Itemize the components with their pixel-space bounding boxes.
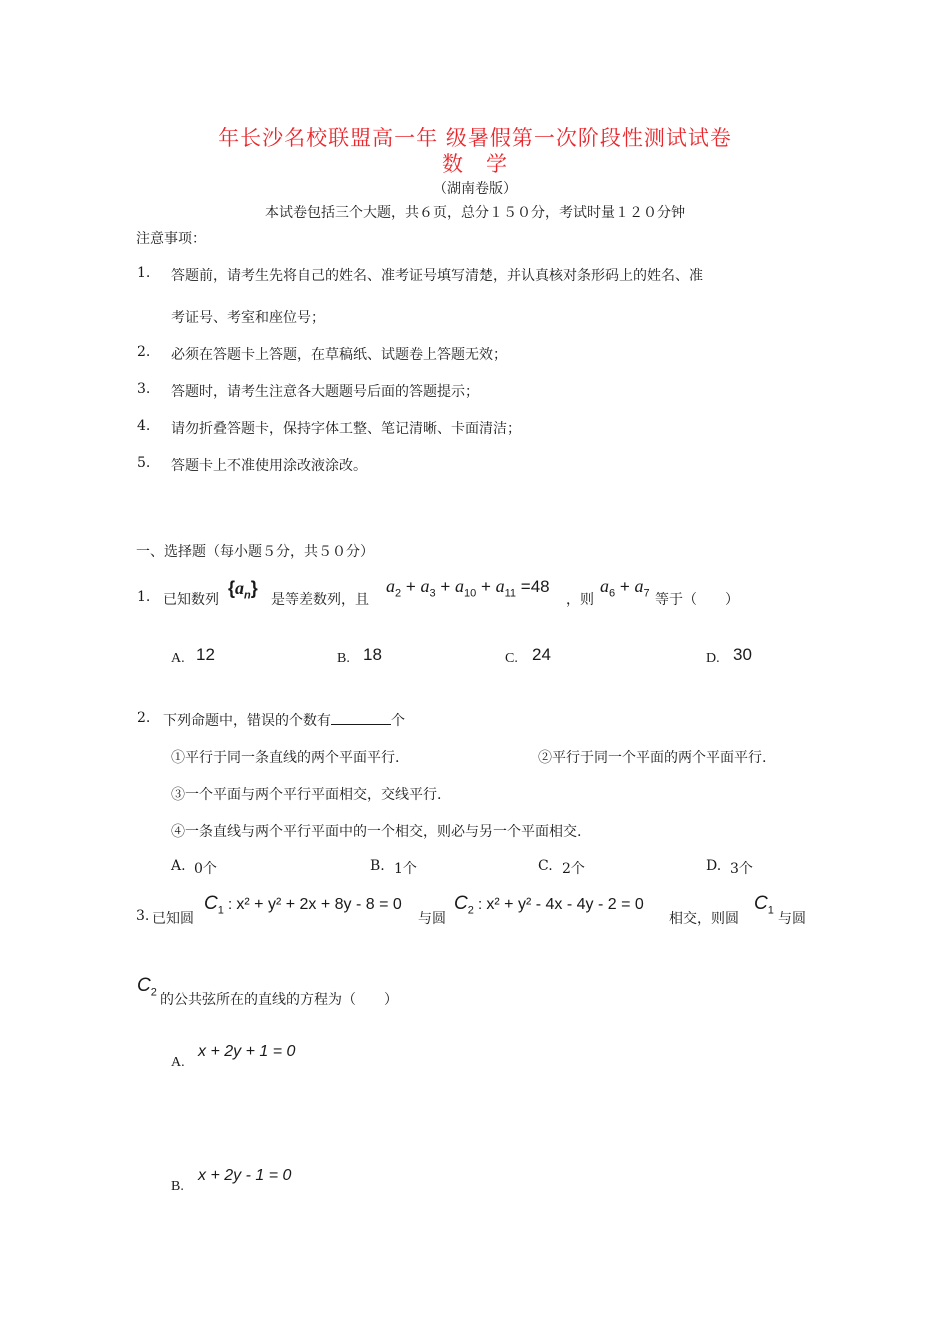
note-number: 3.	[137, 381, 151, 397]
option-letter: A.	[171, 1055, 185, 1070]
note-text-continued: 考证号、考室和座位号；	[171, 310, 325, 326]
option-d-value[interactable]: 3个	[730, 861, 753, 877]
option-a-value[interactable]: 12	[196, 645, 215, 664]
question-stem-text: 个	[391, 713, 405, 729]
answer-blank	[331, 710, 391, 725]
note-number: 1.	[137, 265, 151, 281]
note-number: 5.	[137, 455, 151, 471]
question-stem-text: 下列命题中，错误的个数有	[163, 713, 331, 729]
exam-title: 年长沙名校联盟高一年 级暑假第一次阶段性测试试卷	[218, 126, 732, 150]
c1-equation-text: x² + y² + 2x + 8y - 8 = 0	[236, 896, 402, 913]
sequence-notation: $\{a_n\}$	[228, 578, 258, 602]
option-c-value[interactable]: 2个	[562, 861, 585, 877]
proposition: ③一个平面与两个平行平面相交，交线平行.	[171, 787, 442, 803]
option-letter: D.	[706, 651, 720, 666]
note-number: 4.	[137, 418, 151, 434]
option-a-value[interactable]: 0个	[194, 861, 217, 877]
subject-title: 数 学	[442, 152, 508, 176]
option-b-value[interactable]: 1个	[394, 861, 417, 877]
question-stem-text: 相交，则圆	[669, 911, 739, 927]
c2-equation-text: x² + y² - 4x - 4y - 2 = 0	[486, 896, 644, 913]
option-letter: C.	[538, 858, 553, 874]
note-text: 答题卡上不准使用涂改液涂改。	[171, 458, 367, 474]
note-text: 答题前，请考生先将自己的姓名、准考证号填写清楚，并认真核对条形码上的姓名、准	[171, 268, 703, 284]
question-stem	[163, 710, 405, 730]
circle-c2-equation: $C_2$ : x² + y² - 4x - 4y - 2 = 0	[454, 893, 644, 917]
option-b-value[interactable]: 18	[363, 645, 382, 664]
question-stem-text: ，则	[566, 592, 594, 608]
equation-rhs: =48	[520, 577, 550, 596]
option-letter: A.	[171, 858, 186, 874]
proposition: ④一条直线与两个平行平面中的一个相交，则必与另一个平面相交.	[171, 824, 582, 840]
option-letter: B.	[370, 858, 385, 874]
option-d-value[interactable]: 30	[733, 645, 752, 664]
question-stem-text: 的公共弦所在的直线的方程为（ ）	[160, 992, 398, 1008]
note-text: 答题时，请考生注意各大题题号后面的答题提示；	[171, 384, 479, 400]
option-letter: A.	[171, 651, 185, 666]
target-expression: $a_6 + a_7$	[600, 576, 650, 600]
option-letter: B.	[171, 1179, 184, 1194]
option-letter: D.	[706, 858, 722, 874]
option-a-value[interactable]: x + 2y + 1 = 0	[198, 1043, 296, 1060]
option-b-value[interactable]: x + 2y - 1 = 0	[198, 1167, 292, 1184]
option-c-value[interactable]: 24	[532, 645, 551, 664]
option-letter: C.	[505, 651, 518, 666]
question-stem-text: 已知数列	[163, 592, 219, 608]
question-stem-text: 是等差数列，且	[271, 592, 369, 608]
notes-heading: 注意事项：	[136, 231, 206, 247]
circle-c1-symbol: $C_1$	[754, 893, 774, 917]
proposition: ①平行于同一条直线的两个平面平行.	[171, 750, 400, 766]
question-number: 2.	[137, 710, 151, 726]
question-number: 1.	[137, 589, 151, 605]
note-number: 2.	[137, 344, 151, 360]
note-text: 请勿折叠答题卡，保持字体工整、笔记清晰、卡面清洁；	[171, 421, 521, 437]
note-text: 必须在答题卡上答题，在草稿纸、试题卷上答题无效；	[171, 347, 507, 363]
option-letter: B.	[337, 651, 350, 666]
section-heading: 一、选择题（每小题５分，共５０分）	[136, 544, 374, 560]
circle-c2-symbol: $C_2$	[137, 975, 157, 999]
question-stem-text: 与圆	[778, 911, 806, 927]
question-stem-text: 与圆	[418, 911, 446, 927]
question-stem-text: 已知圆	[152, 911, 194, 927]
question-number: 3.	[136, 908, 150, 924]
sum-expression: $a_2 + a_3 + a_{10} + a_{11} =48$	[386, 576, 550, 600]
proposition: ②平行于同一个平面的两个平面平行.	[538, 750, 767, 766]
edition-label: （湖南卷版）	[433, 181, 517, 197]
circle-c1-equation: $C_1$ : x² + y² + 2x + 8y - 8 = 0	[204, 893, 402, 917]
question-stem-text: 等于（ ）	[655, 592, 739, 608]
exam-info: 本试卷包括三个大题，共６页，总分１５０分，考试时量１２０分钟	[265, 205, 685, 221]
